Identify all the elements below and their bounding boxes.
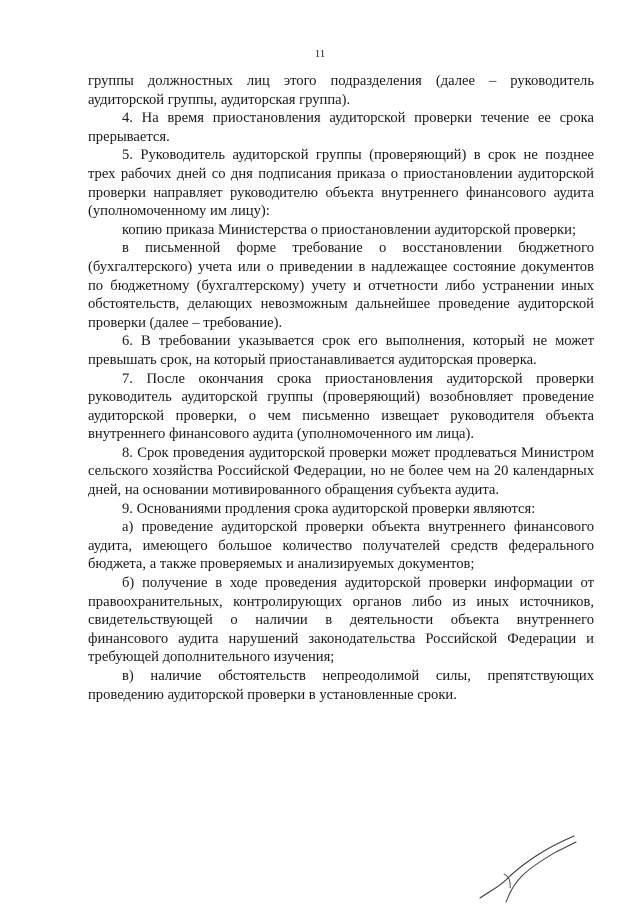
paragraph-item-9: 9. Основаниями продления срока аудиторской проверки являются: [122, 500, 536, 517]
paragraph-item-7: 7. После окончания срока приостановления аудиторской проверки руководитель аудиторской группы (проверяющий) возобновляет проведение аудиторской проверки, о чем письменно извещает руководителя объекта внутреннего финансового аудита (уполномоченного им лица). [88, 370, 594, 443]
paragraph-item-5: 5. Руководитель аудиторской группы (проверяющий) в срок не позднее трех рабочих дней со дня подписания приказа о приостановлении аудиторской проверки направляет руководителю объекта внутреннего финансового аудита (уполномоченному им лицу): [88, 147, 594, 220]
paragraph-continuation: группы должностных лиц этого подразделения (далее – руководитель аудиторской группы, аудиторская группа). [88, 73, 594, 108]
page-number: 11 [314, 48, 326, 60]
handwritten-signature [470, 828, 580, 908]
paragraph-item-6: 6. В требовании указывается срок его выполнения, который не может превышать срок, на который приостанавливается аудиторская проверка. [88, 333, 594, 368]
paragraph-subitem-a: а) проведение аудиторской проверки объекта внутреннего финансового аудита, имеющего большое количество получателей средств федерального бюджета, а также проверяемых и анализируемых документов; [88, 519, 594, 573]
paragraph-subitem-order-copy: копию приказа Министерства о приостановлении аудиторской проверки; [122, 221, 577, 238]
document-body [88, 72, 594, 704]
paragraph-subitem-v: в) наличие обстоятельств непреодолимой силы, препятствующих проведению аудиторской проверки в установленные сроки. [88, 668, 594, 703]
paragraph-subitem-requirement: в письменной форме требование о восстановлении бюджетного (бухгалтерского) учета или о приведении в надлежащее состояние документов по бюджетному (бухгалтерскому) учету и отчетности либо устранении иных обстоятельств, делающих невозможным дальнейшее проведение аудиторской проверки (далее – требование). [88, 240, 594, 331]
paragraph-subitem-b: б) получение в ходе проведения аудиторской проверки информации от правоохранительных, контролирующих органов либо из иных источников, свидетельствующей о наличии в деятельности объекта внутреннего финансового аудита нарушений законодательства Российской Федерации и требующей дополнительного изучения; [88, 575, 594, 666]
paragraph-item-8: 8. Срок проведения аудиторской проверки может продлеваться Министром сельского хозяйства Российской Федерации, но не более чем на 20 календарных дней, на основании мотивированного обращения субъекта аудита. [88, 444, 594, 499]
paragraph-item-4: 4. На время приостановления аудиторской проверки течение ее срока прерывается. [88, 110, 594, 145]
